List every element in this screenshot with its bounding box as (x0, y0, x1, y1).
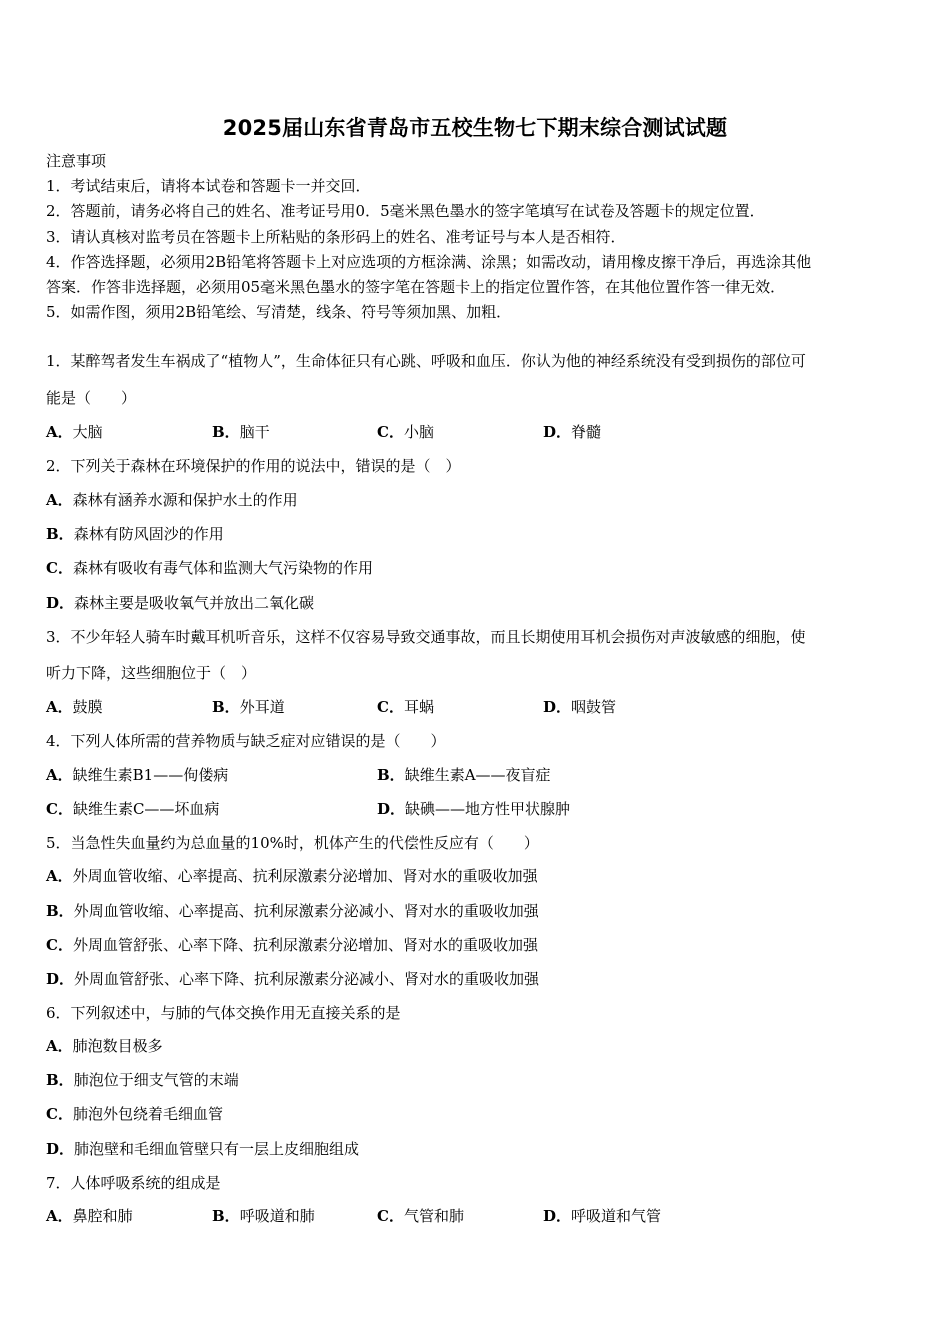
option-label: C． (377, 698, 404, 716)
q5-stem: 5．当急性失血量约为总血量的10%时，机体产生的代偿性反应有（ ） (46, 834, 539, 852)
option-label: A． (46, 766, 73, 784)
q7-option-b (212, 1206, 315, 1226)
q1-stem-line2: 能是（ ） (46, 389, 137, 407)
q6-option-d (46, 1139, 359, 1159)
q2-option-b (46, 524, 224, 544)
q4-stem: 4．下列人体所需的营养物质与缺乏症对应错误的是（ ） (46, 732, 446, 750)
option-text: 呼吸道和气管 (571, 1207, 662, 1225)
option-text: 咽鼓管 (571, 698, 617, 716)
q2-option-d (46, 593, 314, 613)
option-text: 森林主要是吸收氧气并放出二氧化碳 (74, 594, 315, 612)
q4-option-c (46, 799, 219, 819)
option-text: 肺泡外包绕着毛细血管 (72, 1105, 223, 1123)
option-label: B． (212, 698, 240, 716)
option-label: A． (46, 1207, 73, 1225)
option-label: C． (46, 800, 73, 818)
option-text: 鼻腔和肺 (72, 1207, 133, 1225)
option-text: 缺维生素C——坏血病 (72, 800, 220, 818)
option-label: D． (543, 423, 572, 441)
option-label: B． (212, 1207, 240, 1225)
option-label: D． (543, 698, 572, 716)
notice-item-4: 4．作答选择题，必须用2B铅笔将答题卡上对应选项的方框涂满、涂黑；如需改动，请用橡皮擦干净后，再选涂其他 (46, 253, 812, 271)
option-text: 外周血管舒张、心率下降、抗利尿激素分泌减小、肾对水的重吸收加强 (74, 970, 540, 988)
q2-option-c (46, 558, 373, 578)
q1-stem-line1: 1．某醉驾者发生车祸成了“植物人”，生命体征只有心跳、呼吸和血压．你认为他的神经系统没有受到损伤的部位可 (46, 352, 806, 370)
option-label: D． (543, 1207, 572, 1225)
option-text: 缺维生素B1——佝偻病 (72, 766, 229, 784)
q5-option-d (46, 969, 539, 989)
q6-stem: 6．下列叙述中，与肺的气体交换作用无直接关系的是 (46, 1004, 401, 1022)
q7-option-a (46, 1206, 133, 1226)
option-text: 肺泡数目极多 (72, 1037, 163, 1055)
q3-stem-line2: 听力下降，这些细胞位于（ ） (46, 664, 257, 682)
q6-option-a (46, 1036, 163, 1056)
q2-option-a (46, 490, 298, 510)
option-label: A． (46, 491, 73, 509)
option-label: B． (46, 1071, 74, 1089)
q4-option-b (377, 765, 551, 785)
notice-heading: 注意事项 (46, 152, 107, 170)
option-label: D． (46, 594, 75, 612)
option-text: 呼吸道和肺 (239, 1207, 315, 1225)
option-label: B． (46, 902, 74, 920)
q7-option-c (377, 1206, 464, 1226)
q5-option-b (46, 901, 539, 921)
option-text: 脊髓 (571, 423, 602, 441)
option-text: 大脑 (72, 423, 103, 441)
q1-option-c (377, 422, 434, 442)
option-text: 耳蜗 (403, 698, 434, 716)
option-text: 森林有防风固沙的作用 (73, 525, 224, 543)
option-label: D． (46, 1140, 75, 1158)
notice-item-2: 2．答题前，请务必将自己的姓名、准考证号用0．5毫米黑色墨水的签字笔填写在试卷及答题卡的规定位置． (46, 202, 765, 220)
q6-option-c (46, 1104, 223, 1124)
option-text: 外耳道 (239, 698, 285, 716)
option-label: D． (46, 970, 75, 988)
option-text: 脑干 (239, 423, 270, 441)
option-label: A． (46, 1037, 73, 1055)
option-text: 肺泡位于细支气管的末端 (73, 1071, 239, 1089)
option-text: 小脑 (403, 423, 434, 441)
option-label: C． (377, 1207, 404, 1225)
page-title: 2025届山东省青岛市五校生物七下期末综合测试试题 (222, 116, 728, 140)
option-text: 外周血管舒张、心率下降、抗利尿激素分泌增加、肾对水的重吸收加强 (72, 936, 538, 954)
notice-item-5: 5．如需作图，须用2B铅笔绘、写清楚，线条、符号等须加黑、加粗． (46, 303, 512, 321)
option-label: C． (46, 936, 73, 954)
option-label: B． (46, 525, 74, 543)
q5-option-a (46, 866, 538, 886)
q1-option-b (212, 422, 270, 442)
option-label: C． (46, 1105, 73, 1123)
option-label: A． (46, 423, 73, 441)
q3-option-b (212, 697, 285, 717)
q1-option-d (543, 422, 601, 442)
q3-option-c (377, 697, 434, 717)
notice-item-1: 1．考试结束后，请将本试卷和答题卡一并交回． (46, 177, 371, 195)
option-label: A． (46, 867, 73, 885)
option-text: 气管和肺 (403, 1207, 464, 1225)
option-label: D． (377, 800, 406, 818)
q1-option-a (46, 422, 103, 442)
q3-stem-line1: 3．不少年轻人骑车时戴耳机听音乐，这样不仅容易导致交通事故，而且长期使用耳机会损伤对声波敏感的细胞，使 (46, 628, 806, 646)
option-text: 森林有涵养水源和保护水土的作用 (72, 491, 298, 509)
option-text: 鼓膜 (72, 698, 103, 716)
option-text: 外周血管收缩、心率提高、抗利尿激素分泌增加、肾对水的重吸收加强 (72, 867, 538, 885)
option-text: 森林有吸收有毒气体和监测大气污染物的作用 (72, 559, 373, 577)
option-text: 缺维生素A——夜盲症 (404, 766, 551, 784)
option-label: B． (377, 766, 405, 784)
option-label: A． (46, 698, 73, 716)
q5-option-c (46, 935, 538, 955)
option-label: C． (46, 559, 73, 577)
q6-option-b (46, 1070, 239, 1090)
option-text: 肺泡壁和毛细血管壁只有一层上皮细胞组成 (74, 1140, 360, 1158)
option-label: C． (377, 423, 404, 441)
q3-option-a (46, 697, 103, 717)
notice-item-3: 3．请认真核对监考员在答题卡上所粘贴的条形码上的姓名、准考证号与本人是否相符． (46, 228, 626, 246)
option-label: B． (212, 423, 240, 441)
q4-option-a (46, 765, 228, 785)
q3-option-d (543, 697, 616, 717)
q4-option-d (377, 799, 570, 819)
q7-option-d (543, 1206, 661, 1226)
option-text: 缺碘——地方性甲状腺肿 (405, 800, 571, 818)
q7-stem: 7．人体呼吸系统的组成是 (46, 1174, 221, 1192)
q2-stem: 2．下列关于森林在环境保护的作用的说法中，错误的是（ ） (46, 457, 461, 475)
option-text: 外周血管收缩、心率提高、抗利尿激素分泌减小、肾对水的重吸收加强 (73, 902, 539, 920)
notice-item-4-cont: 答案．作答非选择题，必须用05毫米黑色墨水的签字笔在答题卡上的指定位置作答，在其他位置作答一律无效． (46, 278, 786, 296)
